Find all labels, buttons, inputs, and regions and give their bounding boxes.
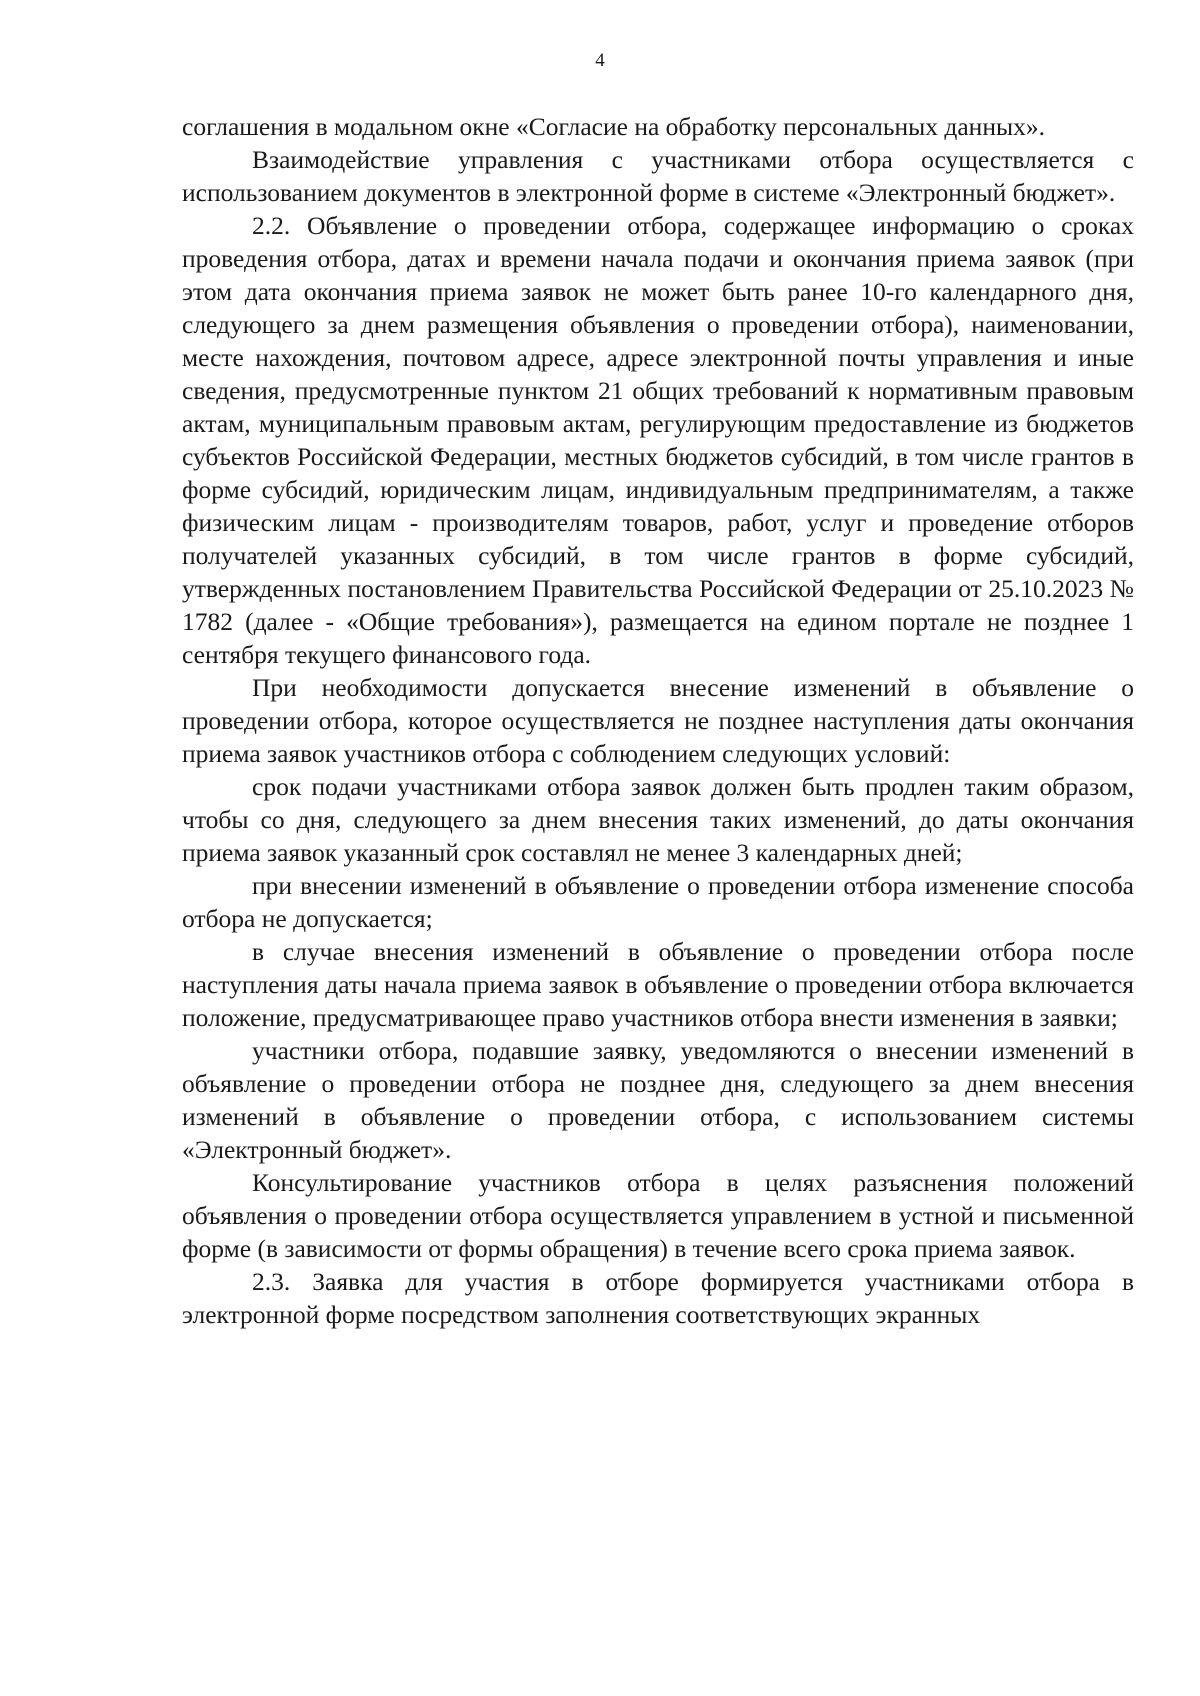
paragraph-consulting: Консультирование участников отбора в целях разъяснения положений объявления о проведении отбора осуществляется управлением в устной и письменной форме (в зависимости от формы обращения) в течение всего срока приема заявок. <box>182 1168 1134 1263</box>
paragraph-condition-method: при внесении изменений в объявление о проведении отбора изменение способа отбора не допускается; <box>182 871 1134 933</box>
paragraph-interaction: Взаимодействие управления с участниками отбора осуществляется с использованием документов в электронной форме в системе «Электронный бюджет». <box>182 145 1134 207</box>
paragraph-condition-applications: в случае внесения изменений в объявление о проведении отбора после наступления даты начала приема заявок в объявление о проведении отбора включается положение, предусматривающее право участников отбора внести изменения в заявки; <box>182 937 1134 1032</box>
page-number: 4 <box>595 50 605 71</box>
paragraph-2-2-announcement: 2.2. Объявление о проведении отбора, содержащее информацию о сроках проведения отбора, датах и времени начала подачи и окончания приема заявок (при этом дата окончания приема заявок не может быть ранее 10-го календарного дня, следующего за днем размещения объявления о проведении отбора), наименовании, месте нахождения, почтовом адресе, адресе электронной почты управления и иные сведения, предусмотренные пунктом 21 общих требований к нормативным правовым актам, муниципальным правовым актам, регулирующим предоставление из бюджетов субъектов Российской Федерации, местных бюджетов субсидий, в том числе грантов в форме субсидий, юридическим лицам, индивидуальным предпринимателям, а также физическим лицам - производителям товаров, работ, услуг и проведение отборов получателей указанных субсидий, в том числе грантов в форме субсидий, утвержденных постановлением Правительства Российской Федерации от 25.10.2023 № 1782 (далее - «Общие требования»), размещается на едином портале не позднее 1 сентября текущего финансового года. <box>182 211 1134 669</box>
document-body <box>182 110 1134 1331</box>
paragraph-2-3-application: 2.3. Заявка для участия в отборе формируется участниками отбора в электронной форме посредством заполнения соответствующих экранных <box>182 1267 1134 1329</box>
paragraph-consent-continuation: соглашения в модальном окне «Согласие на обработку персональных данных». <box>182 112 1045 141</box>
paragraph-condition-deadline: срок подачи участниками отбора заявок должен быть продлен таким образом, чтобы со дня, следующего за днем внесения таких изменений, до даты окончания приема заявок указанный срок составлял не менее 3 календарных дней; <box>182 772 1134 867</box>
paragraph-changes-allowed: При необходимости допускается внесение изменений в объявление о проведении отбора, которое осуществляется не позднее наступления даты окончания приема заявок участников отбора с соблюдением следующих условий: <box>182 673 1134 768</box>
paragraph-condition-notification: участники отбора, подавшие заявку, уведомляются о внесении изменений в объявление о проведении отбора не позднее дня, следующего за днем внесения изменений в объявление о проведении отбора, с использованием системы «Электронный бюджет». <box>182 1036 1134 1164</box>
